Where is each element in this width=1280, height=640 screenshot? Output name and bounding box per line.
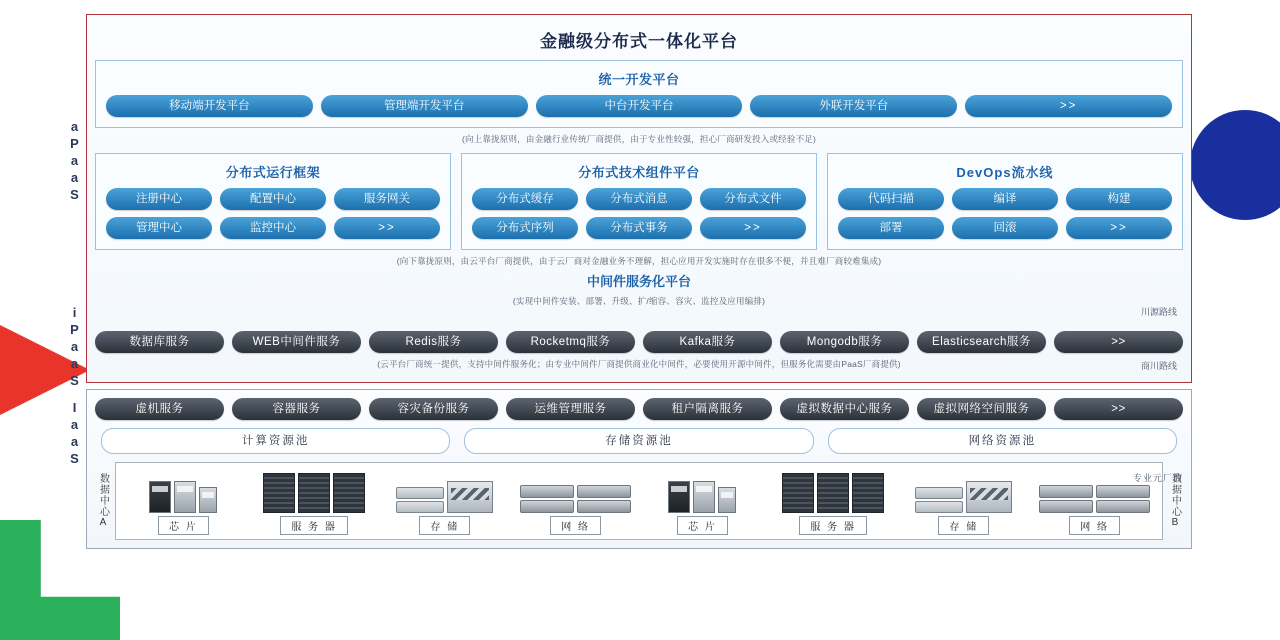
datacenter-b-label: 数据中心B (1169, 473, 1181, 529)
iaas-service[interactable]: 虚拟网络空间服务 (917, 398, 1046, 420)
paas-section (67, 14, 1192, 390)
diagram-title: 金融级分布式一体化平台 (540, 32, 738, 51)
layer-label-iaas: IaaS (67, 400, 82, 468)
middleware-service[interactable]: Elasticsearch服务 (917, 331, 1046, 353)
hardware-server (251, 469, 378, 535)
iaas-service[interactable]: 虚机服务 (95, 398, 224, 420)
resource-pool[interactable]: 网络资源池 (828, 428, 1177, 454)
datacenter-a-label: 数据中心A (97, 473, 109, 529)
devops-item[interactable]: 代码扫描 (838, 188, 944, 210)
unified-dev-items (106, 95, 1172, 117)
route-label-top: 川源路线 (1140, 307, 1177, 317)
unified-dev-note: (向上靠拢原则，由金融行业传统厂商提供，由于专业性较强，担心厂商研发投入或经验不足) (461, 134, 817, 144)
tech-more-button[interactable]: >> (700, 217, 806, 239)
tech-item[interactable]: 分布式事务 (586, 217, 692, 239)
tech-item[interactable]: 分布式消息 (586, 188, 692, 210)
unified-dev-title: 统一开发平台 (598, 72, 680, 87)
hardware-label: 服 务 器 (799, 516, 867, 535)
middleware-service[interactable]: WEB中间件服务 (232, 331, 361, 353)
route-label-bottom: 商川路线 (1140, 361, 1177, 371)
unified-dev-item[interactable]: 管理端开发平台 (321, 95, 528, 117)
middleware-more-button[interactable]: >> (1054, 331, 1183, 353)
middleware-note-top: (向下靠拢原则，由云平台厂商提供，由于云厂商对金融业务不理解，担心应用开发实施时存在很多不便，并且难厂商较难集成) (396, 256, 882, 266)
iaas-service[interactable]: 虚拟数据中心服务 (780, 398, 909, 420)
network-switch-icon (520, 469, 631, 513)
middleware-service[interactable]: Kafka服务 (643, 331, 772, 353)
unified-dev-more-button[interactable]: >> (965, 95, 1172, 117)
chip-icon (668, 469, 736, 513)
datacenter-hardware (115, 462, 1163, 540)
hardware-storage (901, 469, 1028, 535)
hardware-label: 服 务 器 (280, 516, 348, 535)
middleware-title: 中间件服务化平台 (586, 274, 691, 289)
runtime-item[interactable]: 注册中心 (106, 188, 212, 210)
storage-icon (396, 469, 493, 513)
architecture-diagram (67, 14, 1192, 549)
hardware-label: 存 储 (938, 516, 989, 535)
datacenter-b-hardware (639, 469, 1158, 535)
iaas-section (67, 389, 1192, 549)
hardware-server (770, 469, 897, 535)
tech-item[interactable]: 分布式文件 (700, 188, 806, 210)
runtime-item[interactable]: 监控中心 (220, 217, 326, 239)
iaas-service[interactable]: 容灾备份服务 (369, 398, 498, 420)
middleware-services (95, 331, 1183, 353)
runtime-item[interactable]: 配置中心 (220, 188, 326, 210)
runtime-more-button[interactable]: >> (334, 217, 440, 239)
iaas-service[interactable]: 运维管理服务 (506, 398, 635, 420)
devops-title: DevOps流水线 (956, 165, 1054, 180)
iaas-service[interactable]: 容器服务 (232, 398, 361, 420)
tech-item[interactable]: 分布式缓存 (472, 188, 578, 210)
middleware-service[interactable]: Redis服务 (369, 331, 498, 353)
unified-dev-panel (95, 60, 1183, 128)
devops-item[interactable]: 部署 (838, 217, 944, 239)
devops-item[interactable]: 编译 (952, 188, 1058, 210)
devops-item[interactable]: 回滚 (952, 217, 1058, 239)
datacenter-a-hardware (120, 469, 639, 535)
tech-components-panel (461, 153, 817, 250)
runtime-item[interactable]: 管理中心 (106, 217, 212, 239)
resource-pools (95, 428, 1183, 454)
devops-panel (827, 153, 1183, 250)
runtime-item[interactable]: 服务网关 (334, 188, 440, 210)
specialist-note: 专业元厂商 (1132, 473, 1183, 483)
iaas-more-button[interactable]: >> (1054, 398, 1183, 420)
chip-icon (149, 469, 217, 513)
hardware-chip (120, 469, 247, 535)
resource-pool[interactable]: 存储资源池 (464, 428, 813, 454)
tech-components-title: 分布式技术组件平台 (578, 165, 700, 180)
server-rack-icon (263, 469, 365, 513)
decorative-blue-circle (1190, 110, 1280, 220)
unified-dev-item[interactable]: 移动端开发平台 (106, 95, 313, 117)
hardware-label: 芯 片 (158, 516, 209, 535)
hardware-storage (382, 469, 509, 535)
layer-label-ipaas: iPaaS (67, 305, 82, 390)
middleware-subtitle: (实现中间件安装、部署、升级、扩/缩容、容灾、监控及应用编排) (512, 296, 766, 306)
hardware-label: 存 储 (419, 516, 470, 535)
unified-dev-item[interactable]: 外联开发平台 (750, 95, 957, 117)
hardware-label: 网 络 (550, 516, 601, 535)
middleware-note-bottom: (云平台厂商统一提供，支持中间件服务化；由专业中间件厂商提供商业化中间件，必要使用开源中间件，但服务化需要由PaaS厂商提供) (377, 359, 901, 369)
devops-item[interactable]: 构建 (1066, 188, 1172, 210)
hardware-label: 网 络 (1069, 516, 1120, 535)
resource-pool[interactable]: 计算资源池 (101, 428, 450, 454)
tech-item[interactable]: 分布式序列 (472, 217, 578, 239)
layer-label-apaas: aPaaS (67, 119, 82, 204)
runtime-framework-title: 分布式运行框架 (225, 165, 321, 180)
hardware-chip (639, 469, 766, 535)
platform-columns (95, 153, 1183, 250)
server-rack-icon (782, 469, 884, 513)
middleware-service[interactable]: Rocketmq服务 (506, 331, 635, 353)
iaas-service[interactable]: 租户隔离服务 (643, 398, 772, 420)
hardware-network (512, 469, 639, 535)
iaas-services (95, 398, 1183, 420)
datacenter-row (95, 462, 1183, 540)
middleware-service[interactable]: Mongodb服务 (780, 331, 909, 353)
storage-icon (915, 469, 1012, 513)
runtime-framework-panel (95, 153, 451, 250)
unified-dev-item[interactable]: 中台开发平台 (536, 95, 743, 117)
hardware-label: 芯 片 (677, 516, 728, 535)
middleware-service[interactable]: 数据库服务 (95, 331, 224, 353)
devops-more-button[interactable]: >> (1066, 217, 1172, 239)
